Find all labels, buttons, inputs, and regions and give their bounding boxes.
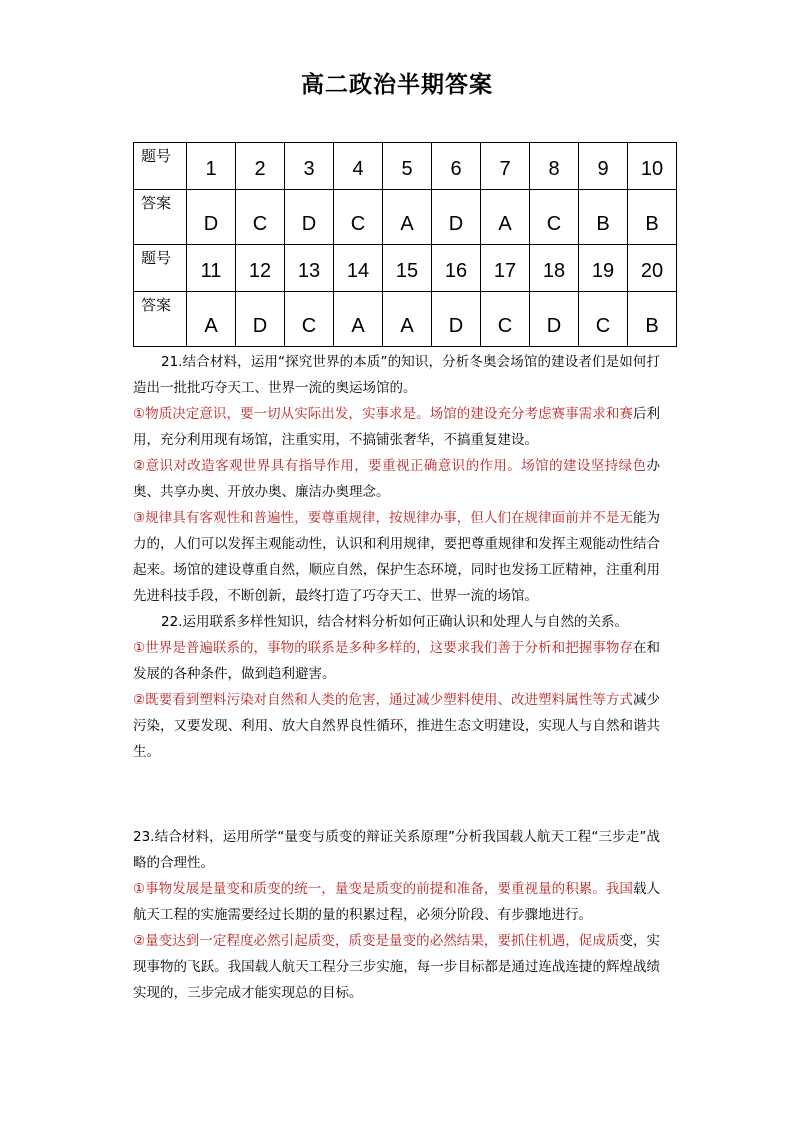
answer-cell: B: [579, 190, 628, 245]
question-number-cell: 10: [628, 143, 677, 190]
question-number-cell: 14: [334, 245, 383, 292]
answer-label: 答案: [134, 190, 187, 245]
q22-answer-2: [133, 687, 660, 765]
question-number-cell: 4: [334, 143, 383, 190]
q21-answer-1-red: ①物质决定意识，要一切从实际出发，实事求是。场馆的建设充分考虑赛事需求和赛: [133, 406, 633, 422]
question-number-cell: 16: [432, 245, 481, 292]
table-row-answers-2: [134, 292, 677, 347]
question-number-cell: 2: [236, 143, 285, 190]
q23-answer-1: [133, 876, 660, 928]
q21-answer-3-rest: 能为力的，人们可以发挥主观能动性，认识和利用规律，要把尊重规律和发挥主观能动性结合起来。场馆的建设尊重自然，顺应自然，保护生态环境，同时也发扬工匠精神，注重利用先进科技手段，不断创新，最终打造了巧夺天工、世界一流的场馆。: [133, 510, 661, 604]
answer-cell: B: [628, 292, 677, 347]
q21-answer-2: [133, 453, 660, 505]
question-number-cell: 15: [383, 245, 432, 292]
question-number-label: 题号: [134, 245, 187, 292]
q23-answer-1-red: ①事物发展是量变和质变的统一，量变是质变的前提和准备，要重视量的积累。我国: [133, 881, 633, 897]
q21-answer-1-rest: 后利用，充分利用现有场馆，注重实用，不搞铺张奢华，不搞重复建设。: [133, 406, 661, 448]
question-number-cell: 19: [579, 245, 628, 292]
question-number-label: 题号: [134, 143, 187, 190]
question-number-cell: 7: [481, 143, 530, 190]
question-23-section: [133, 824, 660, 1006]
answer-cell: C: [285, 292, 334, 347]
question-21-text: 21.结合材料，运用“探究世界的本质”的知识，分析冬奥会场馆的建设者们是如何打造出一批批巧夺天工、世界一流的奥运场馆的。: [133, 354, 660, 396]
question-number-cell: 13: [285, 245, 334, 292]
q23-answer-1-rest: 载人航天工程的实施需要经过长期的量的积累过程，必须分阶段、有步骤地进行。: [133, 881, 661, 923]
question-number-cell: 8: [530, 143, 579, 190]
answer-cell: D: [285, 190, 334, 245]
answer-cell: C: [579, 292, 628, 347]
answer-cell: B: [628, 190, 677, 245]
answer-cell: D: [530, 292, 579, 347]
question-number-cell: 1: [187, 143, 236, 190]
q22-answer-1: [133, 635, 660, 687]
question-22-text: 22.运用联系多样性知识，结合材料分析如何正确认识和处理人与自然的关系。: [161, 614, 628, 630]
question-number-cell: 6: [432, 143, 481, 190]
table-row-numbers-1: [134, 143, 677, 190]
q22-answer-2-red: ②既要看到塑料污染对自然和人类的危害，通过减少塑料使用、改进塑料属性等方式: [133, 692, 633, 708]
question-number-cell: 9: [579, 143, 628, 190]
answer-cell: D: [432, 292, 481, 347]
q21-answer-2-rest: 办奥、共享办奥、开放办奥、廉洁办奥理念。: [133, 458, 660, 500]
q22-answer-2-rest: 减少污染，又要发现、利用、放大自然界良性循环，推进生态文明建设，实现人与自然和谐共生。: [133, 692, 661, 760]
answer-cell: A: [187, 292, 236, 347]
question-number-cell: 12: [236, 245, 285, 292]
question-number-cell: 20: [628, 245, 677, 292]
answer-cell: A: [334, 292, 383, 347]
q21-answer-3-red: ③规律具有客观性和普遍性，要尊重规律，按规律办事，但人们在规律面前并不是无: [133, 510, 633, 526]
q23-answer-2-rest: 变，实现事物的飞跃。我国载人航天工程分三步实施，每一步目标都是通过连战连捷的辉煌战绩实现的，三步完成才能实现总的目标。: [133, 933, 661, 1001]
question-number-cell: 18: [530, 245, 579, 292]
q21-answer-2-red: ②意识对改造客观世界具有指导作用，要重视正确意识的作用。场馆的建设坚持绿色: [133, 458, 647, 474]
q21-answer-1: [133, 401, 660, 453]
answer-cell: D: [432, 190, 481, 245]
question-21-section: [133, 349, 660, 765]
answer-cell: C: [334, 190, 383, 245]
question-number-cell: 3: [285, 143, 334, 190]
answer-cell: C: [236, 190, 285, 245]
question-number-cell: 17: [481, 245, 530, 292]
q23-answer-2-red: ②量变达到一定程度必然引起质变，质变是量变的必然结果，要抓住机遇，促成质: [133, 933, 620, 949]
answer-cell: C: [530, 190, 579, 245]
table-row-numbers-2: [134, 245, 677, 292]
page-title: 高二政治半期答案: [301, 71, 493, 98]
q22-answer-1-rest: 在和发展的各种条件，做到趋利避害。: [133, 640, 661, 682]
answer-cell: A: [481, 190, 530, 245]
answer-cell: D: [236, 292, 285, 347]
answer-cell: C: [481, 292, 530, 347]
q22-answer-1-red: ①世界是普遍联系的，事物的联系是多种多样的，这要求我们善于分析和把握事物存: [133, 640, 633, 656]
q21-answer-3: [133, 505, 660, 609]
answer-table: [133, 142, 677, 347]
answer-cell: A: [383, 292, 432, 347]
question-23-text: 23.结合材料，运用所学“量变与质变的辩证关系原理”分析我国载人航天工程“三步走”战略的合理性。: [133, 829, 660, 871]
answer-cell: D: [187, 190, 236, 245]
answer-label: 答案: [134, 292, 187, 347]
q23-answer-2: [133, 928, 660, 1006]
question-number-cell: 5: [383, 143, 432, 190]
question-number-cell: 11: [187, 245, 236, 292]
table-row-answers-1: [134, 190, 677, 245]
answer-cell: A: [383, 190, 432, 245]
